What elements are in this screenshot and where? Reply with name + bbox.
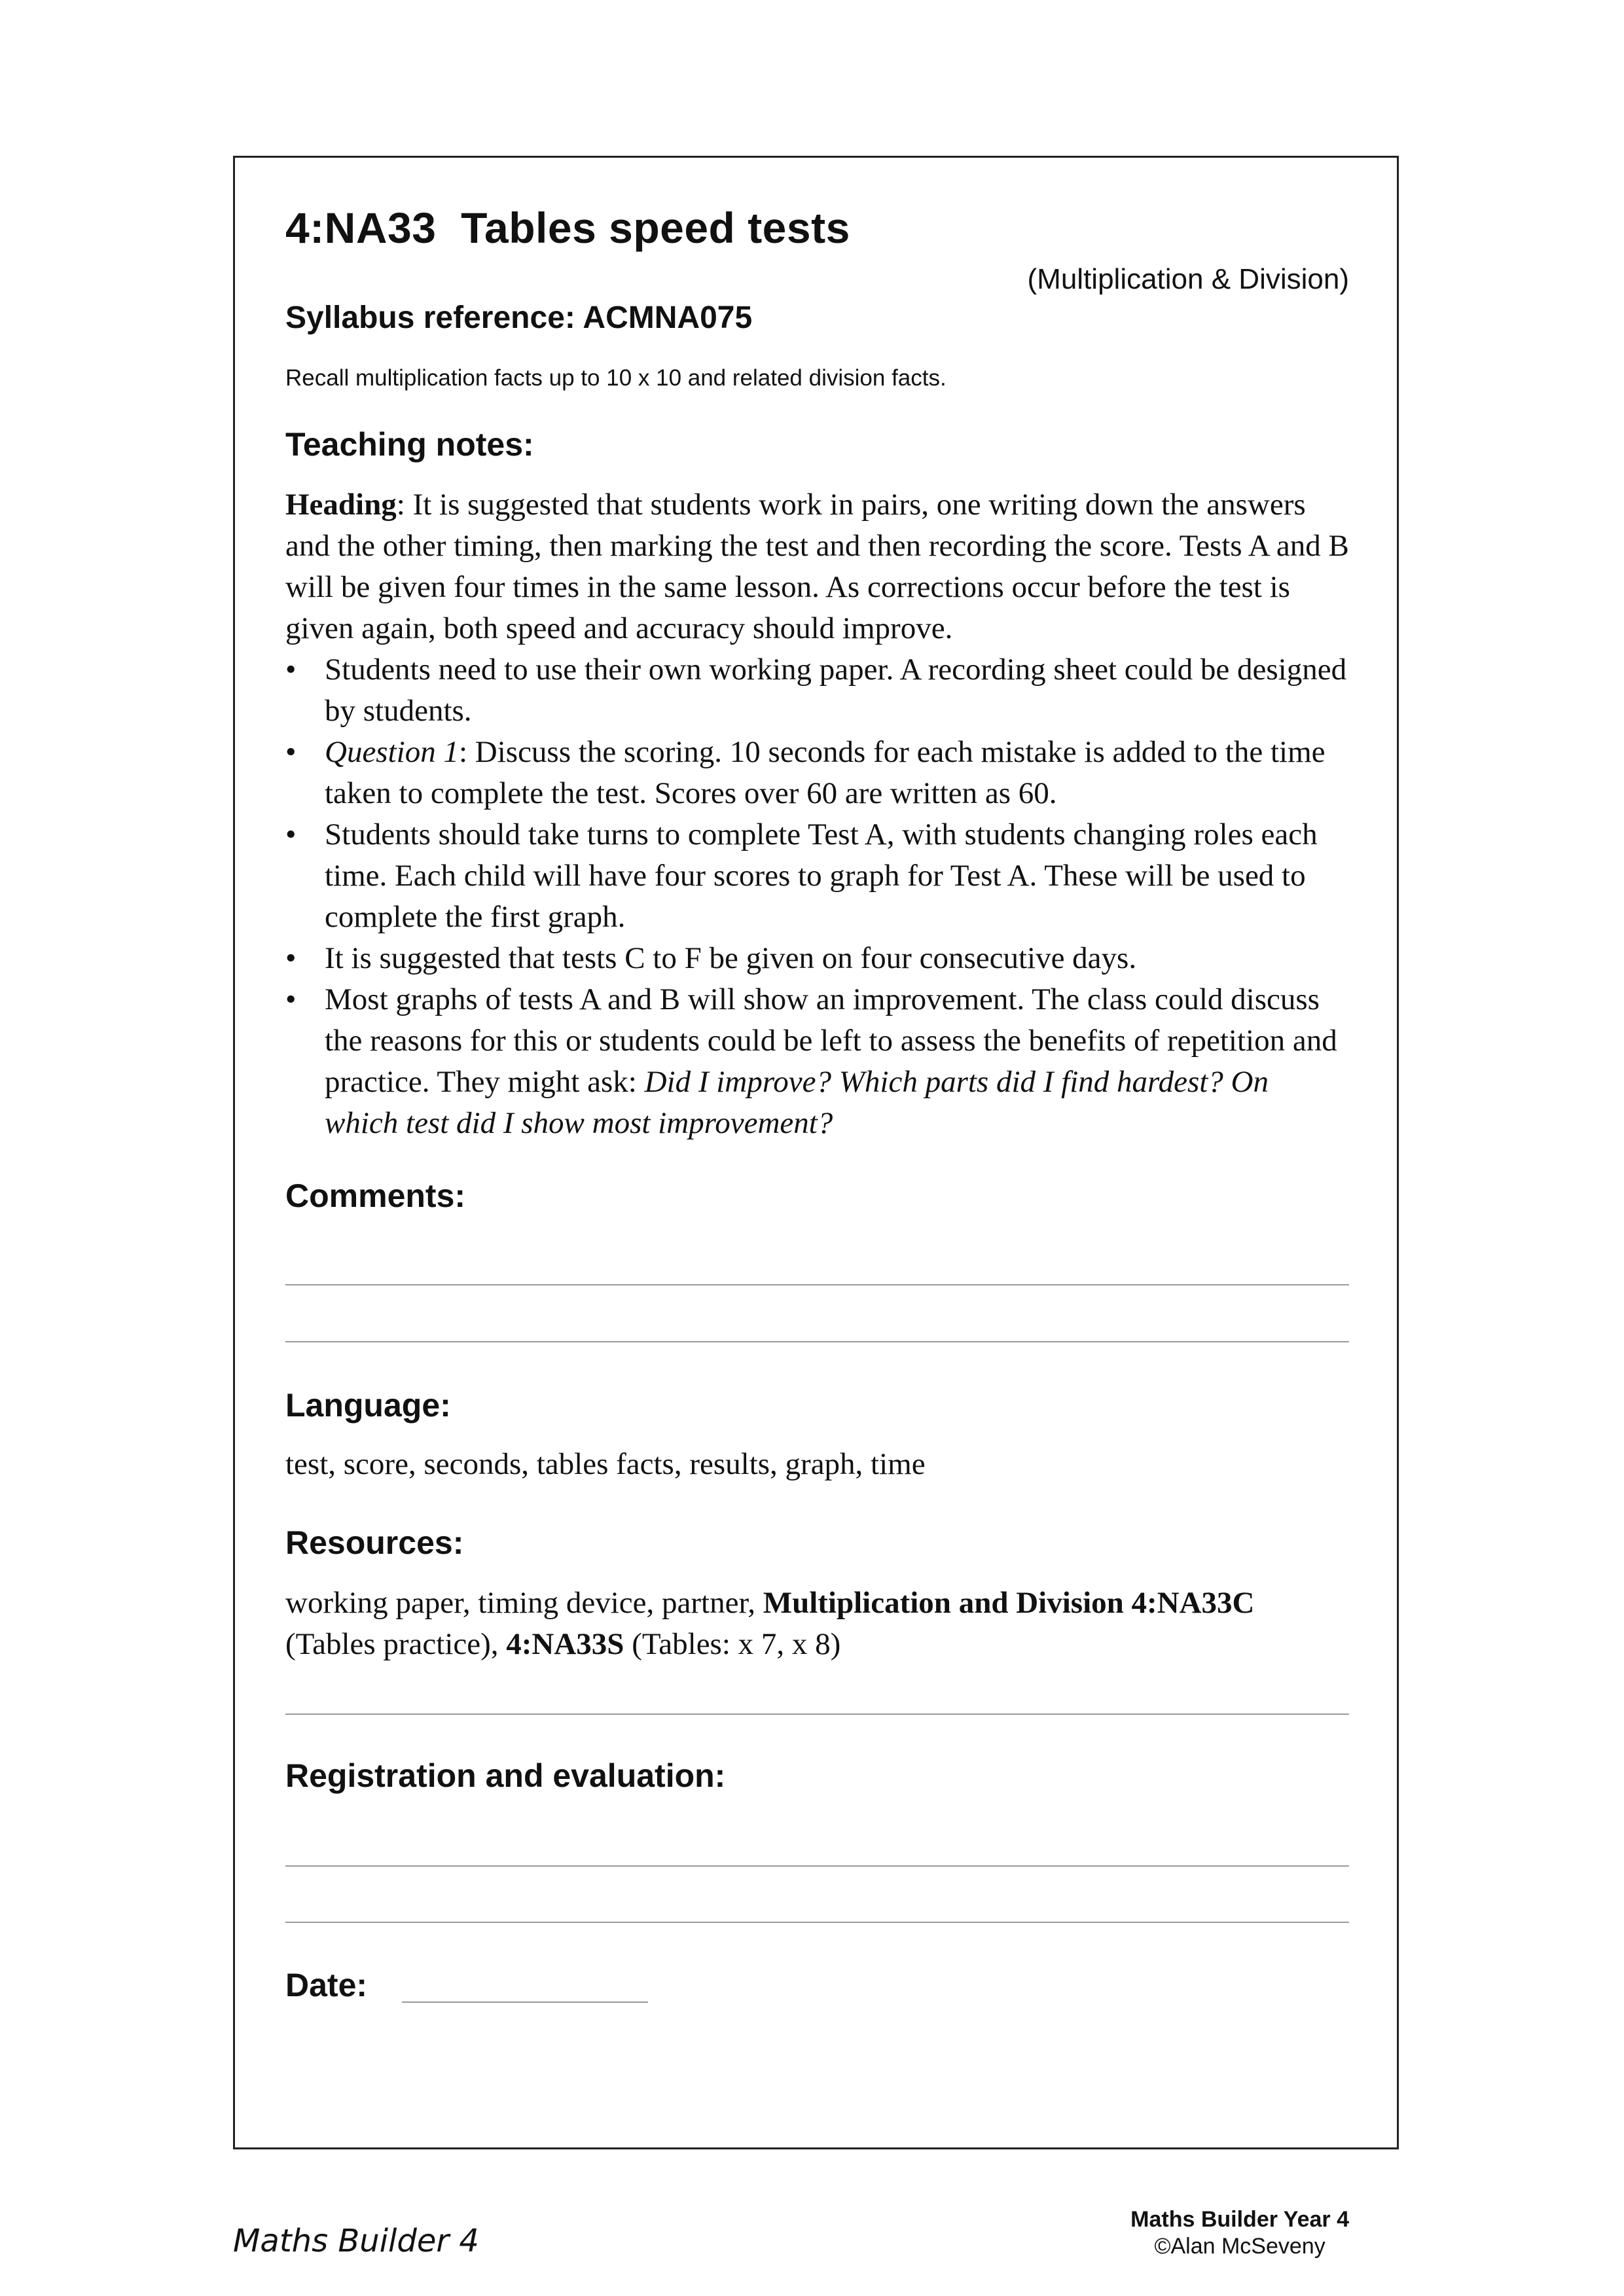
teaching-bullet-list <box>285 649 1349 1144</box>
registration-line-2 <box>285 1922 1349 1923</box>
resources-heading: Resources: <box>285 1524 464 1561</box>
footer-copyright: ©Alan McSeveny <box>1154 2234 1326 2259</box>
registration-line-1 <box>285 1865 1349 1867</box>
comments-heading: Comments: <box>285 1177 466 1214</box>
comments-line-1 <box>285 1284 1349 1285</box>
language-heading: Language: <box>285 1387 451 1424</box>
topic-subtitle: (Multiplication & Division) <box>1027 263 1349 295</box>
footer-credits <box>1130 2207 1349 2259</box>
reflection-questions: Did I improve? Which parts did I find hardest? On which test did I show most improvement? <box>325 1065 1269 1140</box>
list-item: • Question 1: Discuss the scoring. 10 seconds for each mistake is added to the time taken to complete the test. Scores over 60 are written as 60. <box>285 732 1349 814</box>
list-item: • It is suggested that tests C to F be given on four consecutive days. <box>285 938 1349 979</box>
date-label: Date: <box>285 1967 368 2003</box>
intro-label: Heading <box>285 488 397 522</box>
teaching-notes-heading: Teaching notes: <box>285 426 534 463</box>
resources-line <box>285 1713 1349 1715</box>
question-label: Question 1 <box>325 735 459 769</box>
outcome-description: Recall multiplication facts up to 10 x 10 and related division facts. <box>285 365 947 391</box>
teaching-intro-paragraph <box>285 484 1349 649</box>
page-title: 4:NA33 Tables speed tests <box>285 204 850 252</box>
footer-series: Maths Builder Year 4 <box>1130 2207 1349 2232</box>
list-item: • Students need to use their own working paper. A recording sheet could be designed by students. <box>285 649 1349 732</box>
footer-book-title: Maths Builder 4 <box>233 2223 479 2259</box>
comments-line-2 <box>285 1341 1349 1342</box>
resource-title: Multiplication and Division 4:NA33C <box>763 1586 1255 1620</box>
registration-heading: Registration and evaluation: <box>285 1757 726 1794</box>
list-item: • Most graphs of tests A and B will show an improvement. The class could discuss the reasons for this or students could be left to assess the benefits of repetition and practice. They might ask: Did I improve? Which parts did I find hardest? On which test did I show most improvement? <box>285 979 1349 1144</box>
date-line <box>402 2001 648 2003</box>
language-text: test, score, seconds, tables facts, results, graph, time <box>285 1447 926 1481</box>
resource-code: 4:NA33S <box>506 1627 624 1661</box>
list-item: • Students should take turns to complete Test A, with students changing roles each time. Each child will have four scores to graph for Test A. These will be used to complete the first graph. <box>285 814 1349 938</box>
resources-text: working paper, timing device, partner, Multiplication and Division 4:NA33C (Tables practice), 4:NA33S (Tables: x 7, x 8) <box>285 1586 1255 1661</box>
syllabus-reference: Syllabus reference: ACMNA075 <box>285 300 753 335</box>
intro-text: : It is suggested that students work in pairs, one writing down the answers and the other timing, then marking the test and then recording the score. Tests A and B will be given four times in the same lesson. As corrections occur before the test is given again, both speed and accuracy should improve. <box>285 488 1349 645</box>
